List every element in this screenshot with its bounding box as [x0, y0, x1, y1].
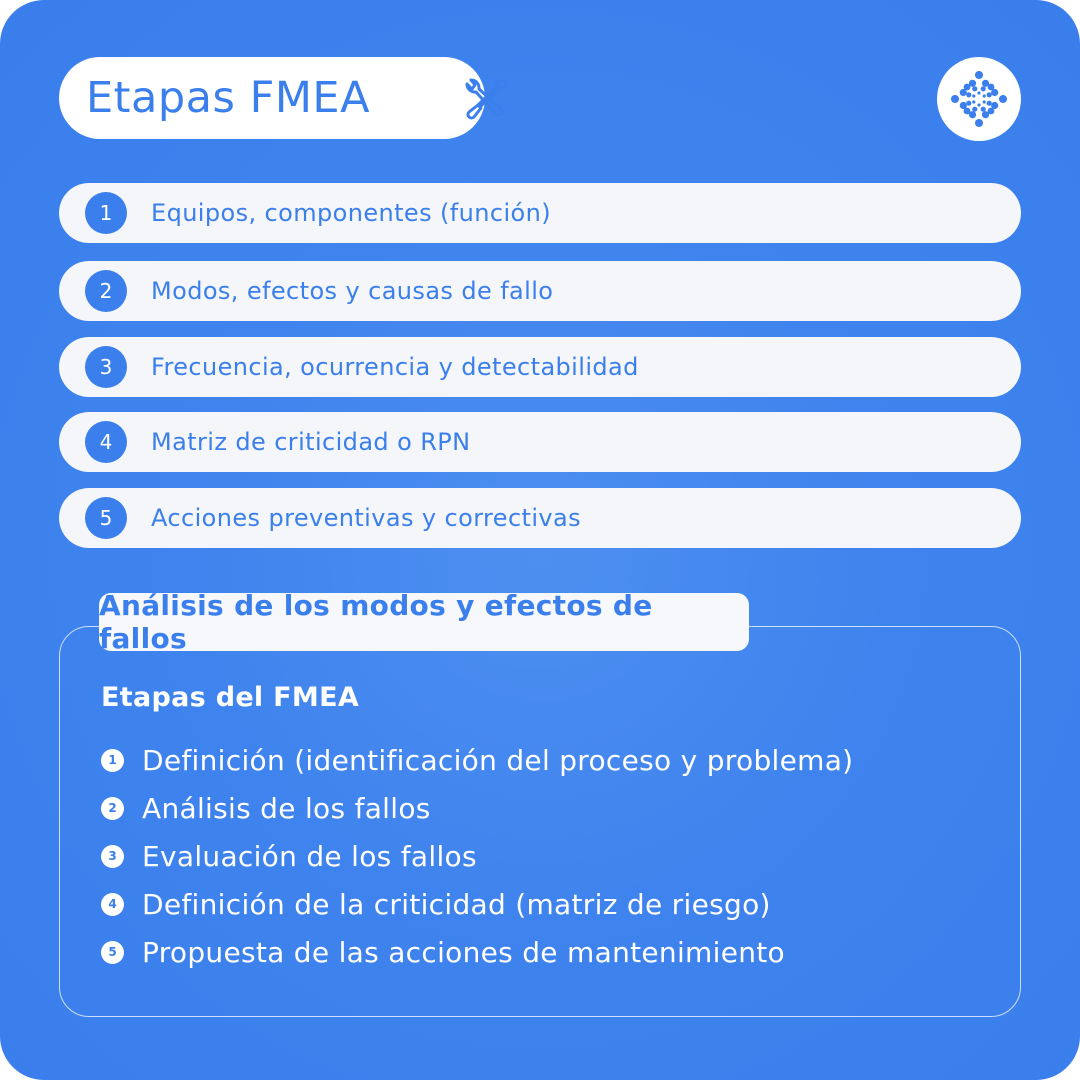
- logo-dot: [972, 107, 977, 112]
- logo-dot: [977, 91, 980, 94]
- step-label: Acciones preventivas y correctivas: [151, 504, 582, 532]
- item-number: 3: [101, 845, 124, 868]
- analysis-list-item: [101, 740, 853, 780]
- analysis-tab-label: Análisis de los modos y efectos de fallos: [99, 589, 653, 655]
- logo-dot: [981, 107, 986, 112]
- logo-dot: [964, 84, 971, 91]
- step-item: [59, 183, 1021, 243]
- analysis-tab: [99, 589, 749, 655]
- analysis-list-item: [101, 884, 771, 924]
- analysis-list-item: [101, 836, 477, 876]
- step-label: Modos, efectos y causas de fallo: [151, 277, 554, 305]
- logo-dot: [988, 84, 995, 91]
- step-number: 2: [85, 270, 127, 312]
- step-number: 1: [85, 192, 127, 234]
- logo-dot: [983, 100, 986, 103]
- logo-dot: [972, 94, 975, 97]
- tools-icon: [459, 74, 513, 124]
- logo-dot: [972, 100, 975, 103]
- step-item: [59, 337, 1021, 397]
- logo-dot: [951, 95, 959, 103]
- analysis-list-item: [101, 788, 431, 828]
- item-label: Propuesta de las acciones de mantenimiento: [142, 935, 785, 969]
- logo-dot: [981, 86, 986, 91]
- item-label: Evaluación de los fallos: [142, 839, 477, 873]
- logo-dot: [975, 71, 983, 79]
- item-label: Análisis de los fallos: [142, 791, 431, 825]
- title-pill: [59, 57, 485, 139]
- step-number: 3: [85, 346, 127, 388]
- step-item: [59, 261, 1021, 321]
- logo-dot: [975, 119, 983, 127]
- logo-dot: [966, 101, 971, 106]
- step-number: 5: [85, 497, 127, 539]
- dot-circle-logo-icon: [937, 57, 1021, 141]
- item-label: Definición (identificación del proceso y problema): [142, 743, 854, 777]
- item-number: 4: [101, 893, 124, 916]
- logo-dot: [983, 94, 986, 97]
- logo-dot: [999, 95, 1007, 103]
- step-item: [59, 412, 1021, 472]
- analysis-list-item: [101, 932, 785, 972]
- item-label: Definición de la criticidad (matriz de riesgo): [142, 887, 771, 921]
- step-label: Equipos, componentes (función): [151, 199, 551, 227]
- step-item: [59, 488, 1021, 548]
- logo-dot: [987, 92, 992, 97]
- logo-dot: [988, 108, 995, 115]
- item-number: 5: [101, 941, 124, 964]
- item-number: 2: [101, 797, 124, 820]
- logo-dot: [964, 108, 971, 115]
- step-label: Frecuencia, ocurrencia y detectabilidad: [151, 353, 639, 381]
- logo-dot: [972, 86, 977, 91]
- logo-dot: [977, 103, 980, 106]
- item-number: 1: [101, 749, 124, 772]
- page-title: Etapas FMEA: [86, 73, 371, 123]
- analysis-heading: Etapas del FMEA: [101, 682, 360, 713]
- step-number: 4: [85, 421, 127, 463]
- logo-dot: [987, 101, 992, 106]
- step-label: Matriz de criticidad o RPN: [151, 428, 471, 456]
- logo-dot: [966, 92, 971, 97]
